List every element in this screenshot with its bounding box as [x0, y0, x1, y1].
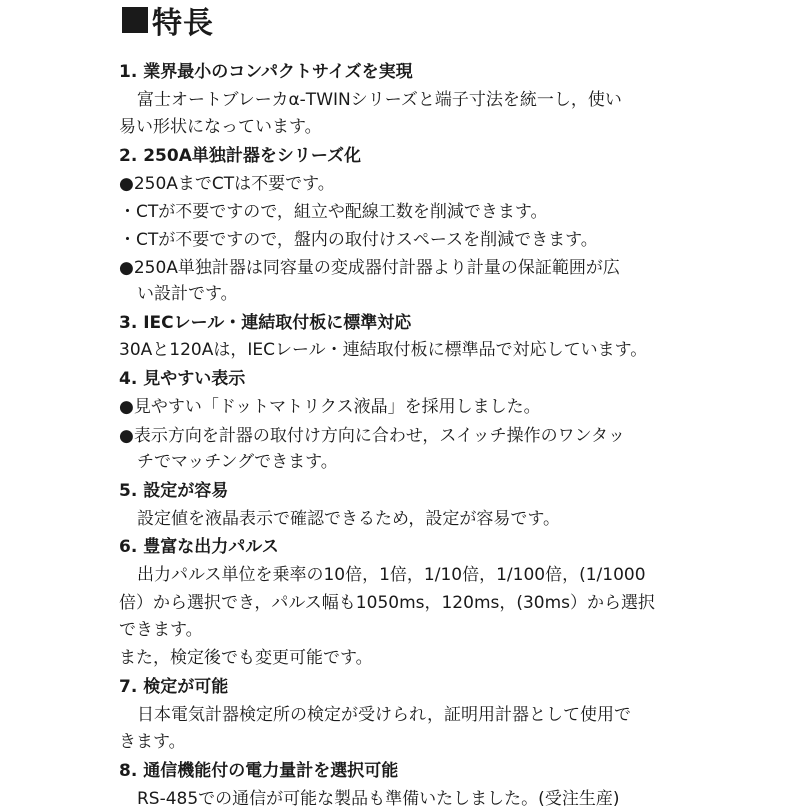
- paragraph-line: 易い形状になっています。: [119, 117, 322, 137]
- bullet-line: ●250AまでCTは不要です。: [119, 174, 335, 194]
- bullet-line: ・CTが不要ですので，組立や配線工数を削減できます。: [119, 202, 548, 222]
- heading-1: 1. 業界最小のコンパクトサイズを実現: [119, 62, 413, 82]
- paragraph-line: RS-485での通信が可能な製品も準備いたしました。(受注生産): [137, 789, 620, 809]
- paragraph-line: 富士オートブレーカα-TWINシリーズと端子寸法を統一し，使い: [137, 90, 622, 110]
- bullet-line: ●表示方向を計器の取付け方向に合わせ，スイッチ操作のワンタッ: [119, 426, 625, 446]
- paragraph-line: できます。: [119, 620, 203, 640]
- bullet-line: ●250A単独計器は同容量の変成器付計器より計量の保証範囲が広: [119, 258, 620, 278]
- paragraph-line: きます。: [119, 732, 186, 752]
- heading-5: 5. 設定が容易: [119, 481, 229, 501]
- title-square-icon: [122, 7, 148, 33]
- heading-3: 3. IECレール・連結取付板に標準対応: [119, 313, 412, 333]
- paragraph-line: 設定値を液晶表示で確認できるため，設定が容易です。: [137, 509, 560, 529]
- bullet-line: ・CTが不要ですので，盤内の取付けスペースを削減できます。: [119, 230, 598, 250]
- heading-6: 6. 豊富な出力パルス: [119, 537, 279, 557]
- paragraph-line: また，検定後でも変更可能です。: [119, 648, 373, 668]
- paragraph-line: 出力パルス単位を乗率の10倍，1倍，1/10倍，1/100倍，(1/1000: [137, 565, 646, 585]
- section-title: [122, 0, 214, 40]
- heading-8: 8. 通信機能付の電力量計を選択可能: [119, 761, 399, 781]
- paragraph-line: い設計です。: [137, 284, 238, 304]
- section-title-text: 特長: [152, 6, 214, 41]
- paragraph-line: 日本電気計器検定所の検定が受けられ，証明用計器として使用で: [137, 705, 632, 725]
- heading-7: 7. 検定が可能: [119, 677, 229, 697]
- heading-2: 2. 250A単独計器をシリーズ化: [119, 146, 361, 166]
- bullet-line: ●見やすい「ドットマトリクス液晶」を採用しました。: [119, 397, 541, 417]
- paragraph-line: 30Aと120Aは，IECレール・連結取付板に標準品で対応しています。: [119, 340, 648, 360]
- paragraph-line: チでマッチングできます。: [137, 452, 338, 472]
- heading-4: 4. 見やすい表示: [119, 369, 246, 389]
- paragraph-line: 倍）から選択でき，パルス幅も1050ms，120ms，(30ms）から選択: [119, 593, 656, 613]
